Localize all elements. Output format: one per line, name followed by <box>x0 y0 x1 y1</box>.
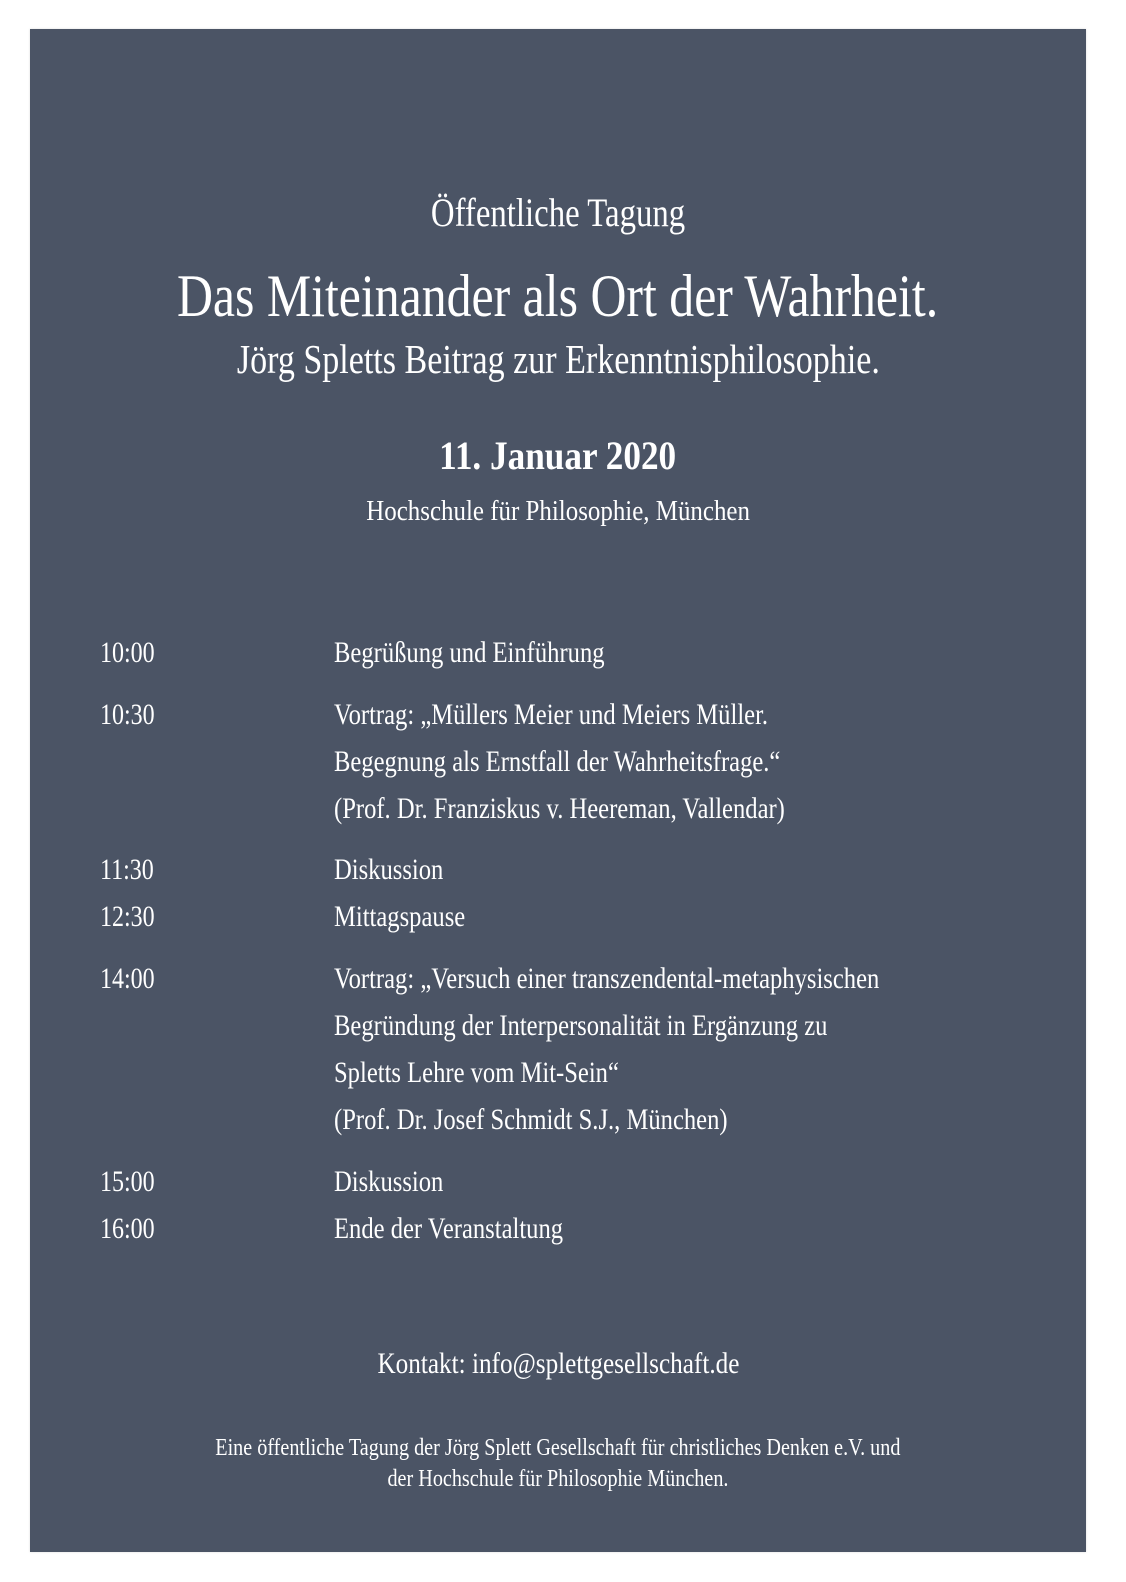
contact-label: Kontakt: <box>377 1347 466 1380</box>
subtitle-text: Jörg Spletts Beitrag zur Erkenntnisphilosophie. <box>236 336 880 382</box>
schedule-line: Spletts Lehre vom Mit-Sein“ <box>334 1056 619 1089</box>
schedule-description <box>334 893 494 940</box>
event-kicker <box>30 189 1086 236</box>
schedule-time: 10:30 <box>100 698 155 731</box>
schedule-description <box>334 1205 613 1252</box>
schedule-line: Vortrag: „Müllers Meier und Meiers Müller. <box>334 698 769 731</box>
schedule-line: Begrüßung und Einführung <box>334 636 605 669</box>
schedule-line: Diskussion <box>334 853 444 886</box>
organizer-footer <box>30 1433 1086 1495</box>
schedule-line: Vortrag: „Versuch einer transzendental-metaphysischen <box>334 962 880 995</box>
schedule-time: 16:00 <box>100 1212 155 1245</box>
date-text: 11. Januar 2020 <box>439 433 677 478</box>
schedule-line: (Prof. Dr. Franziskus v. Heereman, Vallendar) <box>334 792 785 825</box>
schedule-line: Begründung der Interpersonalität in Ergänzung zu <box>334 1009 828 1042</box>
event-poster <box>30 29 1086 1552</box>
schedule-time: 11:30 <box>100 853 154 886</box>
footer-line-2: der Hochschule für Philosophie München. <box>387 1466 729 1492</box>
schedule-time: 14:00 <box>100 962 155 995</box>
schedule-line: Ende der Veranstaltung <box>334 1212 564 1245</box>
schedule-description <box>334 846 467 893</box>
schedule-line: (Prof. Dr. Josef Schmidt S.J., München) <box>334 1103 728 1136</box>
schedule-line: Mittagspause <box>334 900 466 933</box>
event-subtitle <box>30 335 1086 383</box>
event-title <box>30 262 1086 331</box>
schedule-description <box>334 1158 467 1205</box>
schedule-description <box>334 955 999 1143</box>
schedule-time: 12:30 <box>100 900 155 933</box>
schedule-description <box>334 691 884 832</box>
footer-line-1: Eine öffentliche Tagung der Jörg Splett Gesellschaft für christliches Denken e.V. und <box>215 1435 901 1461</box>
contact-info <box>30 1347 1086 1381</box>
schedule-description <box>334 629 664 676</box>
venue-text: Hochschule für Philosophie, München <box>366 495 750 527</box>
title-text: Das Miteinander als Ort der Wahrheit. <box>177 263 939 329</box>
contact-email-link[interactable]: info@splettgesellschaft.de <box>471 1347 739 1380</box>
event-date <box>30 432 1086 479</box>
event-venue <box>30 495 1086 528</box>
schedule-time: 10:00 <box>100 636 155 669</box>
schedule-line: Diskussion <box>334 1165 444 1198</box>
schedule-line: Begegnung als Ernstfall der Wahrheitsfrage.“ <box>334 745 781 778</box>
schedule-time: 15:00 <box>100 1165 155 1198</box>
kicker-text: Öffentliche Tagung <box>430 190 686 235</box>
